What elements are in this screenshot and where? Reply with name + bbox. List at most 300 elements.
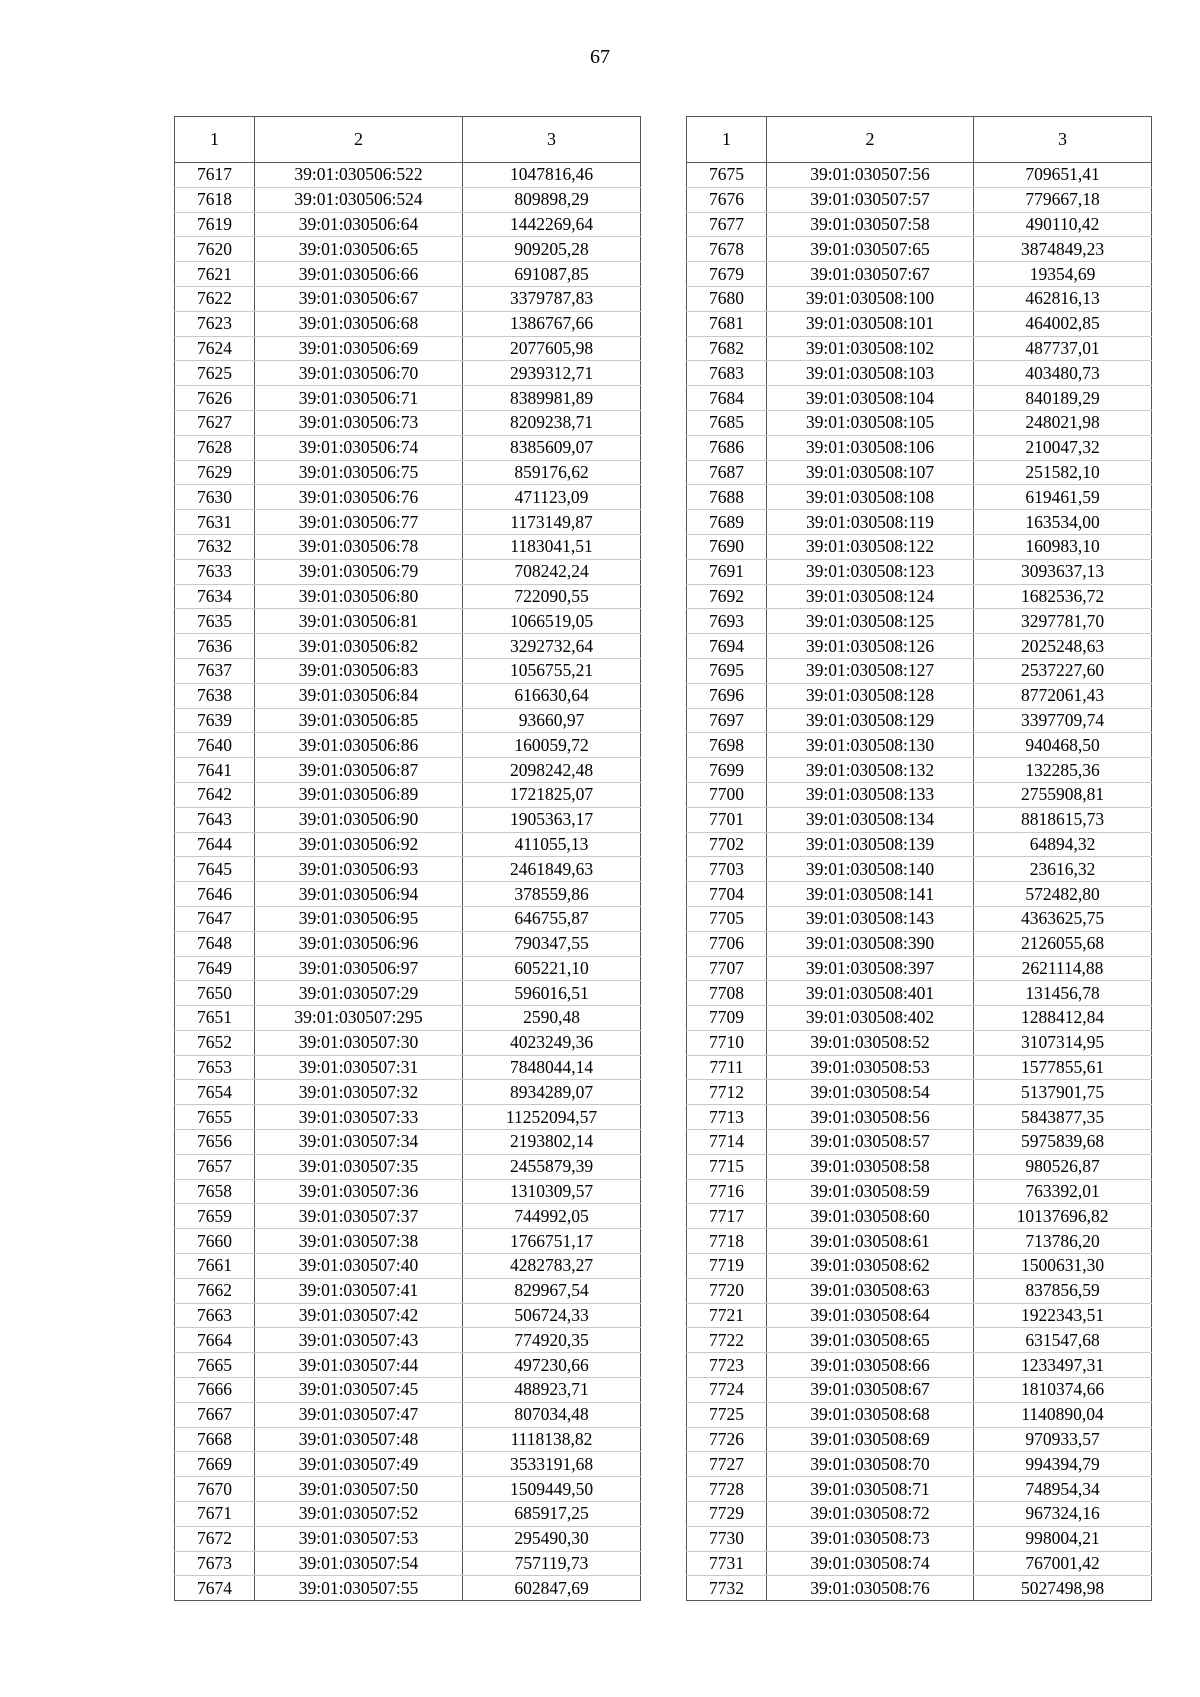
table-row — [175, 857, 641, 882]
cadastral-number-cell: 39:01:030508:70 — [767, 1452, 974, 1477]
cadastral-number-cell: 39:01:030508:60 — [767, 1204, 974, 1229]
column-header-1: 1 — [175, 117, 255, 163]
row-number-cell: 7707 — [687, 956, 767, 981]
table-row — [175, 1526, 641, 1551]
row-number-cell: 7718 — [687, 1229, 767, 1254]
table-row — [687, 832, 1152, 857]
table-row — [175, 311, 641, 336]
value-cell: 596016,51 — [463, 981, 641, 1006]
cadastral-number-cell: 39:01:030508:122 — [767, 534, 974, 559]
table-row — [175, 1030, 641, 1055]
cadastral-number-cell: 39:01:030508:101 — [767, 311, 974, 336]
row-number-cell: 7650 — [175, 981, 255, 1006]
row-number-cell: 7672 — [175, 1526, 255, 1551]
cadastral-number-cell: 39:01:030507:41 — [255, 1278, 463, 1303]
table-row — [687, 163, 1152, 188]
table-row — [175, 882, 641, 907]
cadastral-number-cell: 39:01:030506:74 — [255, 435, 463, 460]
cadastral-number-cell: 39:01:030507:50 — [255, 1477, 463, 1502]
cadastral-number-cell: 39:01:030507:31 — [255, 1055, 463, 1080]
cadastral-number-cell: 39:01:030506:71 — [255, 386, 463, 411]
row-number-cell: 7620 — [175, 237, 255, 262]
table-row — [687, 1402, 1152, 1427]
row-number-cell: 7622 — [175, 286, 255, 311]
cadastral-number-cell: 39:01:030507:38 — [255, 1229, 463, 1254]
row-number-cell: 7723 — [687, 1353, 767, 1378]
row-number-cell: 7699 — [687, 758, 767, 783]
cadastral-number-cell: 39:01:030508:53 — [767, 1055, 974, 1080]
value-cell: 490110,42 — [974, 212, 1152, 237]
table-row — [687, 534, 1152, 559]
cadastral-number-cell: 39:01:030506:66 — [255, 262, 463, 287]
cadastral-number-cell: 39:01:030506:64 — [255, 212, 463, 237]
cadastral-number-cell: 39:01:030506:79 — [255, 559, 463, 584]
cadastral-number-cell: 39:01:030508:56 — [767, 1105, 974, 1130]
value-cell: 1118138,82 — [463, 1427, 641, 1452]
row-number-cell: 7706 — [687, 931, 767, 956]
cadastral-number-cell: 39:01:030506:75 — [255, 460, 463, 485]
table-row — [175, 262, 641, 287]
cadastral-number-cell: 39:01:030506:65 — [255, 237, 463, 262]
value-cell: 940468,50 — [974, 733, 1152, 758]
row-number-cell: 7661 — [175, 1254, 255, 1279]
table-row — [687, 634, 1152, 659]
row-number-cell: 7632 — [175, 534, 255, 559]
left-table-body — [175, 163, 641, 1601]
table-row — [687, 559, 1152, 584]
table-row — [687, 981, 1152, 1006]
row-number-cell: 7729 — [687, 1502, 767, 1527]
row-number-cell: 7660 — [175, 1229, 255, 1254]
row-number-cell: 7624 — [175, 336, 255, 361]
cadastral-number-cell: 39:01:030508:62 — [767, 1254, 974, 1279]
row-number-cell: 7713 — [687, 1105, 767, 1130]
row-number-cell: 7645 — [175, 857, 255, 882]
cadastral-number-cell: 39:01:030508:126 — [767, 634, 974, 659]
cadastral-number-cell: 39:01:030508:103 — [767, 361, 974, 386]
value-cell: 767001,42 — [974, 1551, 1152, 1576]
table-row — [175, 336, 641, 361]
page-number: 67 — [590, 46, 610, 68]
cadastral-number-cell: 39:01:030507:55 — [255, 1576, 463, 1601]
cadastral-number-cell: 39:01:030506:70 — [255, 361, 463, 386]
cadastral-number-cell: 39:01:030507:295 — [255, 1006, 463, 1031]
row-number-cell: 7673 — [175, 1551, 255, 1576]
cadastral-number-cell: 39:01:030508:397 — [767, 956, 974, 981]
row-number-cell: 7719 — [687, 1254, 767, 1279]
cadastral-number-cell: 39:01:030508:128 — [767, 683, 974, 708]
value-cell: 3397709,74 — [974, 708, 1152, 733]
value-cell: 1047816,46 — [463, 163, 641, 188]
cadastral-number-cell: 39:01:030507:65 — [767, 237, 974, 262]
cadastral-number-cell: 39:01:030506:69 — [255, 336, 463, 361]
cadastral-number-cell: 39:01:030507:37 — [255, 1204, 463, 1229]
row-number-cell: 7697 — [687, 708, 767, 733]
cadastral-number-cell: 39:01:030506:84 — [255, 683, 463, 708]
table-row — [175, 1402, 641, 1427]
row-number-cell: 7693 — [687, 609, 767, 634]
table-row — [175, 658, 641, 683]
value-cell: 497230,66 — [463, 1353, 641, 1378]
row-number-cell: 7631 — [175, 510, 255, 535]
row-number-cell: 7670 — [175, 1477, 255, 1502]
value-cell: 1509449,50 — [463, 1477, 641, 1502]
table-row — [175, 981, 641, 1006]
row-number-cell: 7628 — [175, 435, 255, 460]
cadastral-number-cell: 39:01:030506:82 — [255, 634, 463, 659]
left-table — [174, 116, 641, 1601]
cadastral-number-cell: 39:01:030506:96 — [255, 931, 463, 956]
row-number-cell: 7638 — [175, 683, 255, 708]
table-row — [687, 683, 1152, 708]
value-cell: 11252094,57 — [463, 1105, 641, 1130]
value-cell: 2939312,71 — [463, 361, 641, 386]
header-row — [687, 117, 1152, 163]
value-cell: 462816,13 — [974, 286, 1152, 311]
value-cell: 506724,33 — [463, 1303, 641, 1328]
table-row — [175, 386, 641, 411]
table-row — [687, 1353, 1152, 1378]
cadastral-number-cell: 39:01:030506:80 — [255, 584, 463, 609]
row-number-cell: 7623 — [175, 311, 255, 336]
value-cell: 909205,28 — [463, 237, 641, 262]
value-cell: 2126055,68 — [974, 931, 1152, 956]
table-row — [175, 1154, 641, 1179]
table-row — [687, 758, 1152, 783]
value-cell: 163534,00 — [974, 510, 1152, 535]
value-cell: 2537227,60 — [974, 658, 1152, 683]
cadastral-number-cell: 39:01:030508:54 — [767, 1080, 974, 1105]
table-row — [175, 683, 641, 708]
value-cell: 616630,64 — [463, 683, 641, 708]
row-number-cell: 7642 — [175, 782, 255, 807]
cadastral-number-cell: 39:01:030507:57 — [767, 187, 974, 212]
table-row — [687, 1502, 1152, 1527]
table-row — [687, 311, 1152, 336]
table-row — [687, 1204, 1152, 1229]
row-number-cell: 7674 — [175, 1576, 255, 1601]
cadastral-number-cell: 39:01:030506:92 — [255, 832, 463, 857]
table-row — [687, 1229, 1152, 1254]
value-cell: 8389981,89 — [463, 386, 641, 411]
value-cell: 4023249,36 — [463, 1030, 641, 1055]
value-cell: 602847,69 — [463, 1576, 641, 1601]
value-cell: 1066519,05 — [463, 609, 641, 634]
value-cell: 691087,85 — [463, 262, 641, 287]
row-number-cell: 7688 — [687, 485, 767, 510]
table-row — [687, 807, 1152, 832]
table-row — [175, 1551, 641, 1576]
table-row — [175, 609, 641, 634]
cadastral-number-cell: 39:01:030508:66 — [767, 1353, 974, 1378]
table-row — [175, 1055, 641, 1080]
row-number-cell: 7627 — [175, 410, 255, 435]
table-row — [687, 609, 1152, 634]
row-number-cell: 7695 — [687, 658, 767, 683]
table-row — [175, 1130, 641, 1155]
cadastral-number-cell: 39:01:030508:63 — [767, 1278, 974, 1303]
row-number-cell: 7711 — [687, 1055, 767, 1080]
table-row — [175, 237, 641, 262]
value-cell: 572482,80 — [974, 882, 1152, 907]
table-row — [175, 410, 641, 435]
row-number-cell: 7659 — [175, 1204, 255, 1229]
cadastral-number-cell: 39:01:030506:522 — [255, 163, 463, 188]
value-cell: 1183041,51 — [463, 534, 641, 559]
cadastral-number-cell: 39:01:030508:139 — [767, 832, 974, 857]
row-number-cell: 7687 — [687, 460, 767, 485]
cadastral-number-cell: 39:01:030508:57 — [767, 1130, 974, 1155]
row-number-cell: 7649 — [175, 956, 255, 981]
row-number-cell: 7698 — [687, 733, 767, 758]
table-row — [175, 1477, 641, 1502]
row-number-cell: 7679 — [687, 262, 767, 287]
value-cell: 160059,72 — [463, 733, 641, 758]
cadastral-number-cell: 39:01:030506:524 — [255, 187, 463, 212]
row-number-cell: 7681 — [687, 311, 767, 336]
value-cell: 4363625,75 — [974, 906, 1152, 931]
cadastral-number-cell: 39:01:030508:123 — [767, 559, 974, 584]
cadastral-number-cell: 39:01:030508:402 — [767, 1006, 974, 1031]
row-number-cell: 7692 — [687, 584, 767, 609]
column-header-1: 1 — [687, 117, 767, 163]
value-cell: 790347,55 — [463, 931, 641, 956]
value-cell: 23616,32 — [974, 857, 1152, 882]
cadastral-number-cell: 39:01:030508:67 — [767, 1378, 974, 1403]
cadastral-number-cell: 39:01:030508:141 — [767, 882, 974, 907]
row-number-cell: 7722 — [687, 1328, 767, 1353]
cadastral-number-cell: 39:01:030507:53 — [255, 1526, 463, 1551]
cadastral-number-cell: 39:01:030508:74 — [767, 1551, 974, 1576]
table-row — [687, 1030, 1152, 1055]
row-number-cell: 7727 — [687, 1452, 767, 1477]
value-cell: 709651,41 — [974, 163, 1152, 188]
value-cell: 3292732,64 — [463, 634, 641, 659]
cadastral-number-cell: 39:01:030506:83 — [255, 658, 463, 683]
value-cell: 631547,68 — [974, 1328, 1152, 1353]
table-row — [687, 1254, 1152, 1279]
value-cell: 251582,10 — [974, 460, 1152, 485]
row-number-cell: 7662 — [175, 1278, 255, 1303]
value-cell: 19354,69 — [974, 262, 1152, 287]
row-number-cell: 7704 — [687, 882, 767, 907]
column-header-2: 2 — [255, 117, 463, 163]
value-cell: 5137901,75 — [974, 1080, 1152, 1105]
table-row — [687, 931, 1152, 956]
row-number-cell: 7705 — [687, 906, 767, 931]
value-cell: 859176,62 — [463, 460, 641, 485]
cadastral-number-cell: 39:01:030508:61 — [767, 1229, 974, 1254]
row-number-cell: 7655 — [175, 1105, 255, 1130]
row-number-cell: 7690 — [687, 534, 767, 559]
value-cell: 807034,48 — [463, 1402, 641, 1427]
cadastral-number-cell: 39:01:030506:77 — [255, 510, 463, 535]
value-cell: 809898,29 — [463, 187, 641, 212]
table-row — [175, 832, 641, 857]
value-cell: 748954,34 — [974, 1477, 1152, 1502]
value-cell: 722090,55 — [463, 584, 641, 609]
cadastral-number-cell: 39:01:030508:108 — [767, 485, 974, 510]
cadastral-number-cell: 39:01:030507:43 — [255, 1328, 463, 1353]
table-row — [687, 460, 1152, 485]
value-cell: 774920,35 — [463, 1328, 641, 1353]
cadastral-number-cell: 39:01:030508:140 — [767, 857, 974, 882]
value-cell: 980526,87 — [974, 1154, 1152, 1179]
cadastral-number-cell: 39:01:030506:90 — [255, 807, 463, 832]
value-cell: 488923,71 — [463, 1378, 641, 1403]
cadastral-number-cell: 39:01:030506:78 — [255, 534, 463, 559]
table-row — [687, 1328, 1152, 1353]
row-number-cell: 7685 — [687, 410, 767, 435]
cadastral-number-cell: 39:01:030508:64 — [767, 1303, 974, 1328]
cadastral-number-cell: 39:01:030508:125 — [767, 609, 974, 634]
cadastral-number-cell: 39:01:030506:94 — [255, 882, 463, 907]
cadastral-number-cell: 39:01:030508:127 — [767, 658, 974, 683]
value-cell: 3379787,83 — [463, 286, 641, 311]
right-table — [686, 116, 1152, 1601]
row-number-cell: 7626 — [175, 386, 255, 411]
table-row — [687, 485, 1152, 510]
cadastral-number-cell: 39:01:030508:100 — [767, 286, 974, 311]
cadastral-number-cell: 39:01:030508:106 — [767, 435, 974, 460]
row-number-cell: 7696 — [687, 683, 767, 708]
value-cell: 1682536,72 — [974, 584, 1152, 609]
value-cell: 3533191,68 — [463, 1452, 641, 1477]
value-cell: 1310309,57 — [463, 1179, 641, 1204]
cadastral-number-cell: 39:01:030507:54 — [255, 1551, 463, 1576]
table-row — [175, 1502, 641, 1527]
row-number-cell: 7701 — [687, 807, 767, 832]
table-row — [687, 1080, 1152, 1105]
value-cell: 3874849,23 — [974, 237, 1152, 262]
table-row — [175, 956, 641, 981]
table-row — [687, 1105, 1152, 1130]
table-row — [175, 782, 641, 807]
row-number-cell: 7647 — [175, 906, 255, 931]
row-number-cell: 7725 — [687, 1402, 767, 1427]
row-number-cell: 7708 — [687, 981, 767, 1006]
cadastral-number-cell: 39:01:030506:68 — [255, 311, 463, 336]
row-number-cell: 7654 — [175, 1080, 255, 1105]
value-cell: 3093637,13 — [974, 559, 1152, 584]
value-cell: 3297781,70 — [974, 609, 1152, 634]
row-number-cell: 7657 — [175, 1154, 255, 1179]
cadastral-number-cell: 39:01:030506:85 — [255, 708, 463, 733]
cadastral-number-cell: 39:01:030507:49 — [255, 1452, 463, 1477]
row-number-cell: 7668 — [175, 1427, 255, 1452]
value-cell: 970933,57 — [974, 1427, 1152, 1452]
row-number-cell: 7658 — [175, 1179, 255, 1204]
cadastral-number-cell: 39:01:030507:36 — [255, 1179, 463, 1204]
table-row — [175, 485, 641, 510]
table-row — [687, 1551, 1152, 1576]
cadastral-number-cell: 39:01:030508:59 — [767, 1179, 974, 1204]
cadastral-number-cell: 39:01:030508:102 — [767, 336, 974, 361]
row-number-cell: 7637 — [175, 658, 255, 683]
table-row — [175, 1254, 641, 1279]
row-number-cell: 7663 — [175, 1303, 255, 1328]
table-row — [175, 1179, 641, 1204]
value-cell: 64894,32 — [974, 832, 1152, 857]
table-row — [687, 1055, 1152, 1080]
row-number-cell: 7684 — [687, 386, 767, 411]
value-cell: 1922343,51 — [974, 1303, 1152, 1328]
row-number-cell: 7678 — [687, 237, 767, 262]
cadastral-number-cell: 39:01:030508:132 — [767, 758, 974, 783]
table-row — [175, 1576, 641, 1601]
row-number-cell: 7621 — [175, 262, 255, 287]
row-number-cell: 7651 — [175, 1006, 255, 1031]
table-row — [175, 906, 641, 931]
row-number-cell: 7656 — [175, 1130, 255, 1155]
row-number-cell: 7716 — [687, 1179, 767, 1204]
cadastral-number-cell: 39:01:030508:76 — [767, 1576, 974, 1601]
table-row — [175, 931, 641, 956]
value-cell: 2621114,88 — [974, 956, 1152, 981]
value-cell: 487737,01 — [974, 336, 1152, 361]
value-cell: 5843877,35 — [974, 1105, 1152, 1130]
table-row — [175, 733, 641, 758]
value-cell: 8772061,43 — [974, 683, 1152, 708]
value-cell: 605221,10 — [463, 956, 641, 981]
row-number-cell: 7710 — [687, 1030, 767, 1055]
value-cell: 1442269,64 — [463, 212, 641, 237]
cadastral-number-cell: 39:01:030507:34 — [255, 1130, 463, 1155]
value-cell: 2098242,48 — [463, 758, 641, 783]
cadastral-number-cell: 39:01:030506:86 — [255, 733, 463, 758]
table-row — [687, 584, 1152, 609]
value-cell: 248021,98 — [974, 410, 1152, 435]
value-cell: 2461849,63 — [463, 857, 641, 882]
value-cell: 2755908,81 — [974, 782, 1152, 807]
row-number-cell: 7702 — [687, 832, 767, 857]
table-row — [687, 1179, 1152, 1204]
value-cell: 1288412,84 — [974, 1006, 1152, 1031]
table-row — [175, 1080, 641, 1105]
row-number-cell: 7700 — [687, 782, 767, 807]
cadastral-number-cell: 39:01:030507:58 — [767, 212, 974, 237]
column-header-2: 2 — [767, 117, 974, 163]
row-number-cell: 7634 — [175, 584, 255, 609]
table-row — [175, 708, 641, 733]
value-cell: 779667,18 — [974, 187, 1152, 212]
value-cell: 1056755,21 — [463, 658, 641, 683]
cadastral-number-cell: 39:01:030508:390 — [767, 931, 974, 956]
value-cell: 4282783,27 — [463, 1254, 641, 1279]
row-number-cell: 7675 — [687, 163, 767, 188]
table-row — [175, 1378, 641, 1403]
table-row — [175, 510, 641, 535]
table-row — [687, 956, 1152, 981]
value-cell: 646755,87 — [463, 906, 641, 931]
value-cell: 93660,97 — [463, 708, 641, 733]
table-row — [687, 1526, 1152, 1551]
value-cell: 1810374,66 — [974, 1378, 1152, 1403]
cadastral-number-cell: 39:01:030508:73 — [767, 1526, 974, 1551]
table-row — [687, 1303, 1152, 1328]
value-cell: 708242,24 — [463, 559, 641, 584]
table-row — [175, 1452, 641, 1477]
row-number-cell: 7653 — [175, 1055, 255, 1080]
row-number-cell: 7639 — [175, 708, 255, 733]
row-number-cell: 7629 — [175, 460, 255, 485]
right-table-body — [687, 163, 1152, 1601]
cadastral-number-cell: 39:01:030506:95 — [255, 906, 463, 931]
row-number-cell: 7703 — [687, 857, 767, 882]
table-row — [687, 708, 1152, 733]
row-number-cell: 7682 — [687, 336, 767, 361]
row-number-cell: 7643 — [175, 807, 255, 832]
